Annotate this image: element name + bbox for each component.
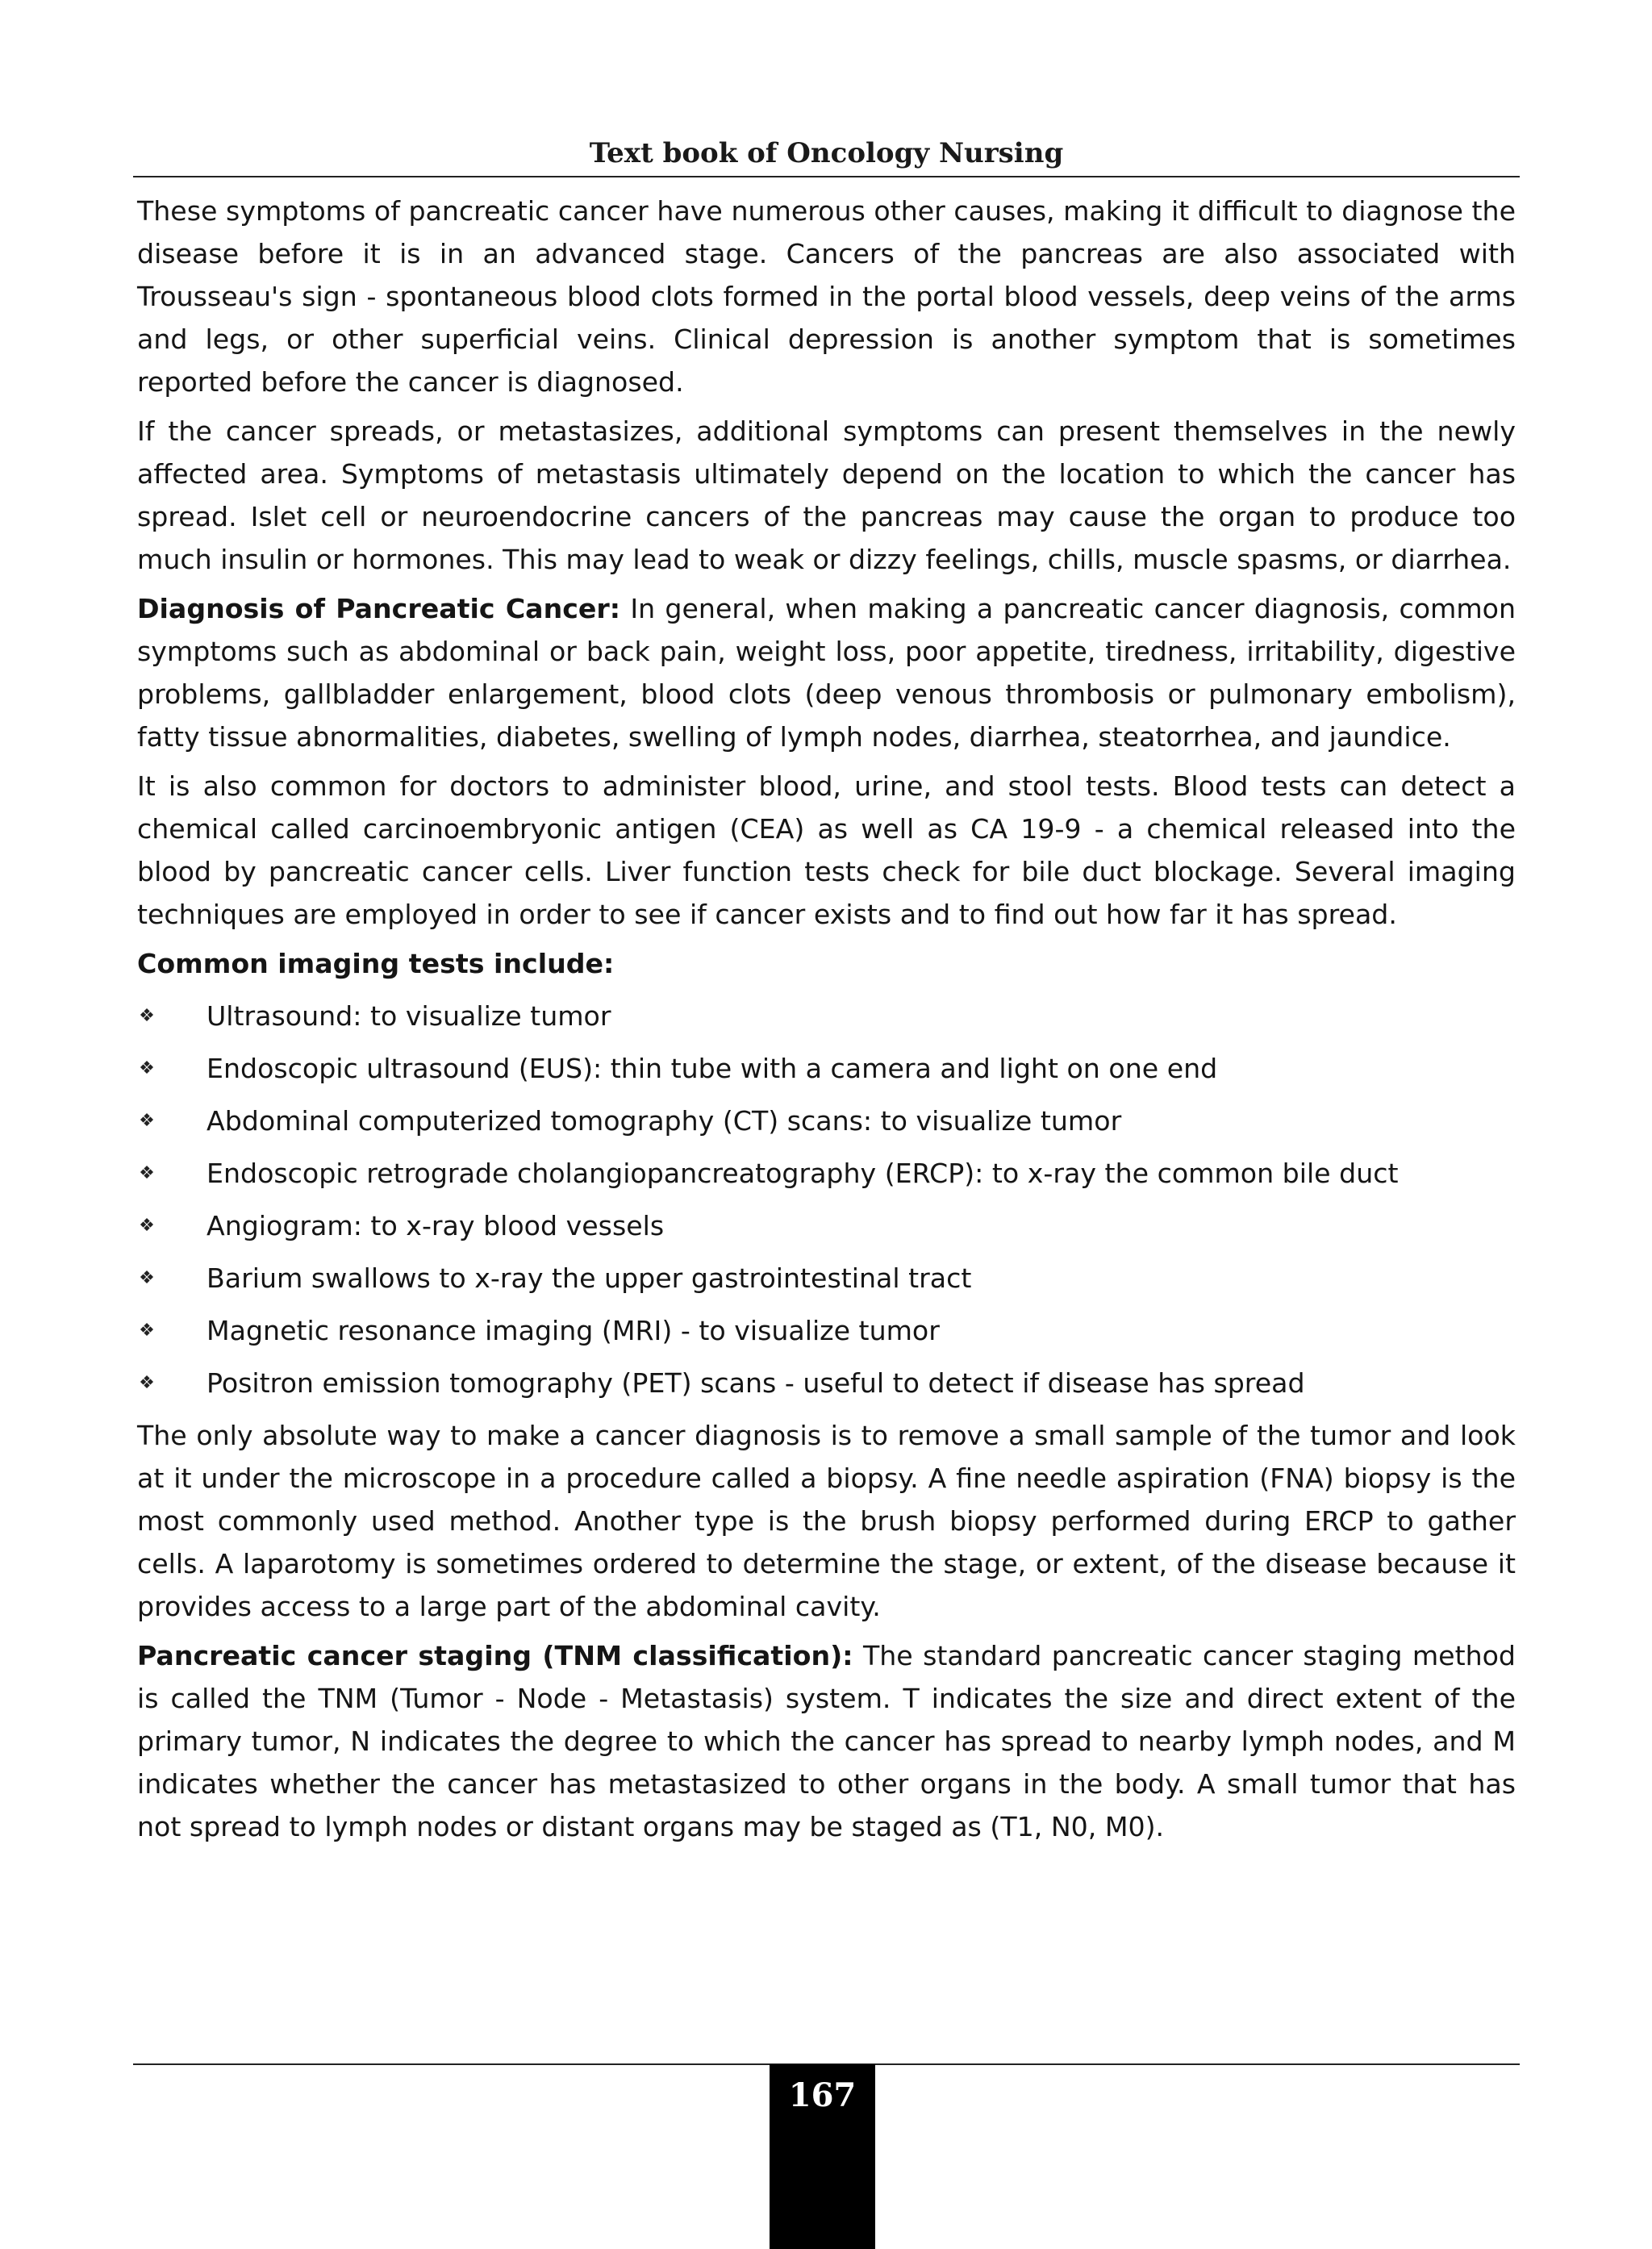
paragraph-biopsy: The only absolute way to make a cancer diagnosis is to remove a small sample of the tumor and look at it under the microscope in a procedure called a biopsy. A fine needle aspiration (FNA) biopsy is the most commonly used method. Another type is the brush biopsy performed during ERCP to gather cells. A laparotomy is sometimes ordered to determine the stage, or extent, of the disease because it provides access to a large part of the abdominal cavity. — [137, 1420, 1516, 1622]
page-number-tab — [770, 2064, 875, 2249]
paragraph-staging — [137, 1634, 1516, 1848]
staging-text: The standard pancreatic cancer staging method is called the TNM (Tumor - Node - Metastasis) system. T indicates the size and direct extent of the primary tumor, N indicates the degree to which the cancer has spread to nearby lymph nodes, and M indicates whether the cancer has metastasized to other organs in the body. A small tumor that has not spread to lymph nodes or distant organs may be staged as (T1, N0, M0). — [137, 1640, 1516, 1842]
list-item-text: Positron emission tomography (PET) scans - useful to detect if disease has spread — [206, 1367, 1305, 1399]
paragraph-symptoms: These symptoms of pancreatic cancer have numerous other causes, making it difficult to diagnose the disease before it is in an advanced stage. Cancers of the pancreas are also associated with Trousseau's sign - spontaneous blood clots formed in the portal blood vessels, deep veins of the arms and legs, or other superficial veins. Clinical depression is another symptom that is sometimes reported before the cancer is diagnosed. — [137, 195, 1516, 398]
list-item — [137, 1152, 1516, 1195]
list-item-text: Barium swallows to x-ray the upper gastrointestinal tract — [206, 1262, 972, 1294]
paragraph-diagnosis — [137, 587, 1516, 758]
list-item-text: Abdominal computerized tomography (CT) scans: to visualize tumor — [206, 1105, 1122, 1137]
running-header-title: Text book of Oncology Nursing — [589, 137, 1064, 169]
list-item-text: Magnetic resonance imaging (MRI) - to visualize tumor — [206, 1315, 940, 1346]
list-item-text: Angiogram: to x-ray blood vessels — [206, 1210, 665, 1241]
imaging-tests-heading: Common imaging tests include: — [137, 948, 615, 979]
diamond-bullet-icon: ❖ — [139, 1216, 155, 1236]
diamond-bullet-icon: ❖ — [139, 1058, 155, 1079]
list-item — [137, 1362, 1516, 1404]
diamond-bullet-icon: ❖ — [139, 1373, 155, 1393]
list-item — [137, 1204, 1516, 1247]
list-item — [137, 1257, 1516, 1300]
diagnosis-heading: Diagnosis of Pancreatic Cancer: — [137, 593, 621, 624]
list-item — [137, 1309, 1516, 1352]
diamond-bullet-icon: ❖ — [139, 1321, 155, 1341]
list-item-text: Endoscopic retrograde cholangiopancreatography (ERCP): to x-ray the common bile duct — [206, 1158, 1399, 1189]
list-item-text: Endoscopic ultrasound (EUS): thin tube with a camera and light on one end — [206, 1053, 1218, 1084]
page-body — [137, 190, 1516, 1855]
diamond-bullet-icon: ❖ — [139, 1111, 155, 1131]
diamond-bullet-icon: ❖ — [139, 1163, 155, 1183]
list-item — [137, 1047, 1516, 1090]
list-item-text: Ultrasound: to visualize tumor — [206, 1000, 611, 1032]
header-divider — [133, 176, 1520, 177]
paragraph-tests: It is also common for doctors to administer blood, urine, and stool tests. Blood tests can detect a chemical called carcinoembryonic antigen (CEA) as well as CA 19-9 - a chemical released into the blood by pancreatic cancer cells. Liver function tests check for bile duct blockage. Several imaging techniques are employed in order to see if cancer exists and to find out how far it has spread. — [137, 770, 1516, 930]
imaging-tests-list — [137, 995, 1516, 1404]
diamond-bullet-icon: ❖ — [139, 1006, 155, 1026]
staging-heading: Pancreatic cancer staging (TNM classification): — [137, 1640, 853, 1671]
list-item — [137, 995, 1516, 1037]
paragraph-metastasis: If the cancer spreads, or metastasizes, additional symptoms can present themselves in the newly affected area. Symptoms of metastasis ultimately depend on the location to which the cancer has spread. Islet cell or neuroendocrine cancers of the pancreas may cause the organ to produce too much insulin or hormones. This may lead to weak or dizzy feelings, chills, muscle spasms, or diarrhea. — [137, 415, 1516, 575]
list-item — [137, 1099, 1516, 1142]
diamond-bullet-icon: ❖ — [139, 1268, 155, 1288]
page-number: 167 — [788, 2076, 857, 2114]
diagnosis-text: In general, when making a pancreatic cancer diagnosis, common symptoms such as abdominal or back pain, weight loss, poor appetite, tiredness, irritability, digestive problems, gallbladder enlargement, blood clots (deep venous thrombosis or pulmonary embolism), fatty tissue abnormalities, diabetes, swelling of lymph nodes, diarrhea, steatorrhea, and jaundice. — [137, 593, 1516, 753]
